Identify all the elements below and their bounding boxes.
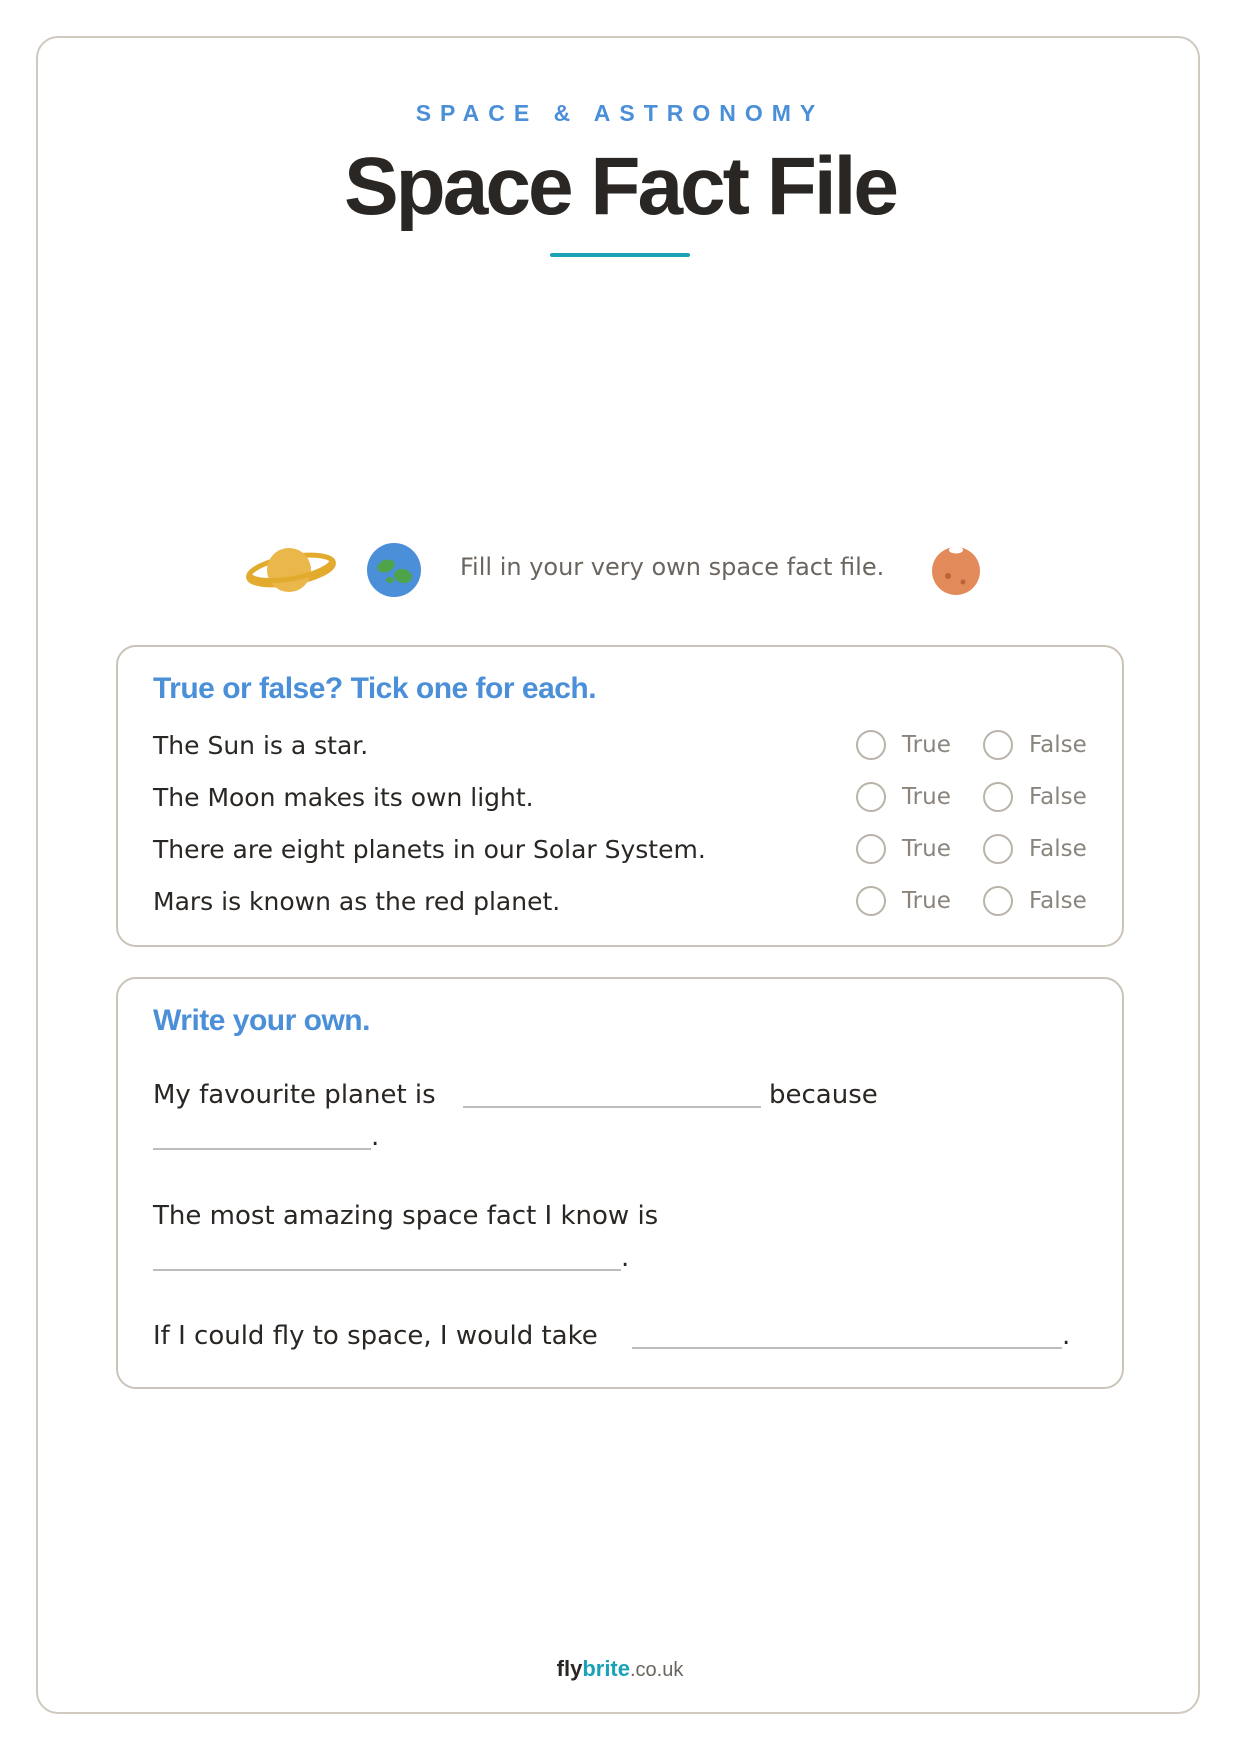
fly-to-space-blank[interactable] xyxy=(632,1347,1062,1349)
tf-row-4 xyxy=(118,883,1122,923)
tf-statement: The Moon makes its own light. xyxy=(153,783,534,812)
true-label: True xyxy=(902,888,951,914)
tf-statement: There are eight planets in our Solar System. xyxy=(153,835,706,864)
true-false-heading: True or false? Tick one for each. xyxy=(153,672,597,705)
false-radio[interactable] xyxy=(983,730,1013,760)
because-blank[interactable] xyxy=(153,1148,371,1150)
tf-statement: Mars is known as the red planet. xyxy=(153,887,561,916)
favourite-planet-blank[interactable] xyxy=(463,1106,761,1108)
true-radio[interactable] xyxy=(856,834,886,864)
true-false-panel xyxy=(116,645,1124,947)
true-label: True xyxy=(902,732,951,758)
sentence-period: . xyxy=(371,1122,380,1152)
saturn-icon xyxy=(244,544,338,596)
false-radio[interactable] xyxy=(983,782,1013,812)
false-radio[interactable] xyxy=(983,834,1013,864)
false-label: False xyxy=(1029,732,1087,758)
sentence-period: . xyxy=(621,1243,630,1273)
intro-text: Fill in your very own space fact file. xyxy=(460,553,885,581)
amazing-fact-blank[interactable] xyxy=(153,1269,621,1271)
false-label: False xyxy=(1029,836,1087,862)
tf-row-1 xyxy=(118,727,1122,767)
true-radio[interactable] xyxy=(856,730,886,760)
true-label: True xyxy=(902,784,951,810)
false-label: False xyxy=(1029,888,1087,914)
false-radio[interactable] xyxy=(983,886,1013,916)
prompt-favourite-planet: My favourite planet is xyxy=(153,1080,436,1110)
brand-domain: .co.uk xyxy=(630,1659,684,1681)
true-radio[interactable] xyxy=(856,782,886,812)
footer-brand xyxy=(0,1656,1240,1682)
true-radio[interactable] xyxy=(856,886,886,916)
intro-row xyxy=(0,538,1240,602)
true-label: True xyxy=(902,836,951,862)
earth-icon xyxy=(366,542,422,598)
sentence-period: . xyxy=(1062,1321,1071,1351)
false-label: False xyxy=(1029,784,1087,810)
page-title: Space Fact File xyxy=(343,141,897,232)
brand-brite: brite xyxy=(582,1656,630,1681)
brand-fly: fly xyxy=(556,1656,583,1681)
prompt-amazing-fact: The most amazing space fact I know is xyxy=(153,1201,659,1231)
tf-row-3 xyxy=(118,831,1122,871)
write-your-own-heading: Write your own. xyxy=(153,1004,370,1037)
prompt-fly-to-space: If I could fly to space, I would take xyxy=(153,1321,598,1351)
subject-label: SPACE & ASTRONOMY xyxy=(415,100,825,126)
write-your-own-panel xyxy=(116,977,1124,1389)
tf-statement: The Sun is a star. xyxy=(153,731,369,760)
tf-row-2 xyxy=(118,779,1122,819)
title-underline xyxy=(550,253,690,257)
prompt-because: because xyxy=(769,1080,878,1110)
mars-icon xyxy=(930,544,982,596)
